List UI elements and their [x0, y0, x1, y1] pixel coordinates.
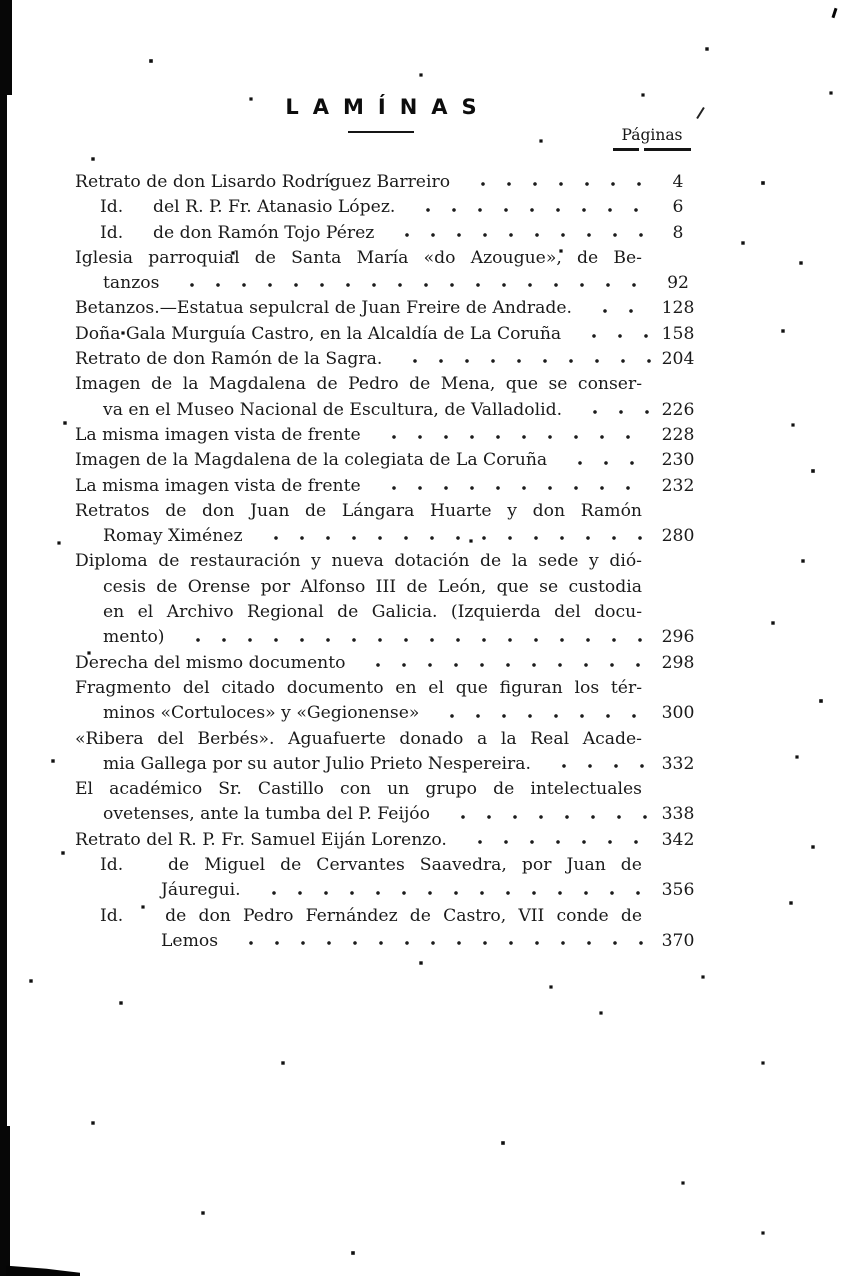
toc-row: [0, 195, 850, 220]
toc-row: [0, 499, 642, 524]
leader-dots: [571, 322, 652, 347]
toc-row: [0, 246, 642, 271]
toc-row-text: Doña Gala Murguía Castro, en la Alcaldía de La Coruña: [75, 323, 562, 344]
leader-dots: [228, 929, 652, 954]
title-rule: [348, 131, 414, 133]
toc-row: [0, 651, 850, 676]
toc-row-prefix: Id.: [100, 905, 124, 926]
toc-row-page-number: 332: [661, 753, 695, 774]
toc-row: [0, 600, 642, 625]
toc-row: [0, 448, 850, 473]
toc-row-text: Retrato de don Ramón de la Sagra.: [75, 349, 383, 370]
leader-dots: [557, 448, 652, 473]
toc-row-text: Imagen de la Magdalena de la colegiata de La Coruña: [75, 450, 548, 471]
toc-row-page-number: 232: [661, 475, 695, 496]
leader-dots: [429, 701, 652, 726]
leader-dots: [405, 195, 652, 220]
laminas-list: [0, 170, 850, 954]
toc-row-text: La misma imagen vista de frente: [75, 475, 361, 496]
toc-row: [0, 549, 642, 574]
toc-row-text: «Ribera del Berbés». Aguafuerte donado a la Real Acade-: [75, 728, 642, 749]
toc-row-text: Romay Ximénez: [103, 526, 243, 547]
leader-dots: [572, 398, 652, 423]
toc-row: [0, 423, 850, 448]
toc-row-text: Iglesia parroquial de Santa María «do Azougue», de Be-: [75, 247, 642, 268]
leader-dots: [384, 221, 652, 246]
toc-row-prefix: Id.: [100, 197, 124, 218]
toc-row: [0, 170, 850, 195]
toc-row-text: Retrato del R. P. Fr. Samuel Eiján Lorenzo.: [75, 829, 447, 850]
toc-row-page-number: 92: [667, 273, 689, 294]
leader-dots: [371, 474, 652, 499]
toc-row-text: Retrato de don Lisardo Rodríguez Barreiro: [75, 172, 451, 192]
toc-row-page-number: 298: [661, 652, 695, 673]
toc-row: [0, 727, 642, 752]
leader-dots: [392, 347, 652, 372]
leader-dots: [251, 878, 652, 903]
toc-row: [0, 474, 850, 499]
toc-row-text: de don Ramón Tojo Pérez: [153, 222, 375, 243]
toc-row-text: Jáuregui.: [161, 880, 241, 901]
toc-row-page-number: 370: [661, 930, 695, 951]
leader-dots: [169, 271, 652, 296]
toc-row: [0, 625, 850, 650]
toc-row: [0, 322, 850, 347]
toc-row-page-number: 158: [661, 323, 695, 344]
toc-row-page-number: 228: [661, 424, 695, 445]
toc-row-text: minos «Cortuloces» y «Gegionense»: [103, 703, 420, 724]
toc-row-text: Betanzos.—Estatua sepulcral de Juan Freire de Andrade.: [75, 298, 572, 319]
pages-header-rule: [613, 148, 691, 151]
toc-row: [0, 524, 850, 549]
leader-dots: [253, 524, 652, 549]
toc-row-text: mento): [103, 627, 165, 648]
toc-row: [0, 221, 850, 246]
toc-row-page-number: 300: [661, 703, 695, 724]
leader-dots: [541, 752, 652, 777]
toc-row: [0, 828, 850, 853]
leader-dots: [457, 828, 652, 853]
toc-row-page-number: 128: [661, 298, 695, 319]
leader-dots: [355, 651, 652, 676]
toc-row-text: La misma imagen vista de frente: [75, 424, 361, 445]
toc-row: [0, 777, 642, 802]
toc-row-text: del R. P. Fr. Atanasio López.: [153, 197, 396, 218]
toc-row: [0, 853, 642, 878]
toc-row-text: ovetenses, ante la tumba del P. Feijóo: [103, 804, 430, 825]
toc-row: [0, 929, 850, 954]
leader-dots: [460, 170, 652, 195]
scan-artifact-bottom-left: [6, 1260, 80, 1276]
toc-row-text: en el Archivo Regional de Galicia. (Izquierda del docu-: [103, 602, 642, 623]
toc-row-text: mia Gallega por su autor Julio Prieto Nespereira.: [103, 753, 531, 774]
leader-dots: [371, 423, 652, 448]
toc-row-prefix: Id.: [100, 222, 124, 243]
toc-row: [0, 676, 642, 701]
toc-row-page-number: 356: [661, 880, 695, 901]
toc-row-page-number: 342: [661, 829, 695, 850]
toc-row-prefix: Id.: [100, 855, 124, 876]
pages-column-header: [613, 126, 691, 151]
toc-row-text: Imagen de la Magdalena de Pedro de Mena, que se conser-: [75, 374, 642, 395]
toc-row-page-number: 296: [661, 627, 695, 648]
toc-row-text: de Miguel de Cervantes Saavedra, por Juan de: [168, 855, 642, 876]
toc-row-text: Derecha del mismo documento: [75, 652, 346, 673]
toc-row-text: El académico Sr. Castillo con un grupo de intelectuales: [75, 779, 642, 800]
toc-row: [0, 904, 642, 929]
toc-row: [0, 296, 850, 321]
toc-row: [0, 802, 850, 827]
toc-row-text: Fragmento del citado documento en el que figuran los tér-: [75, 677, 642, 698]
toc-row: [0, 347, 850, 372]
toc-row: [0, 271, 850, 296]
toc-row-page-number: 230: [661, 450, 695, 471]
toc-row-text: Diploma de restauración y nueva dotación de la sede y dió-: [75, 551, 642, 572]
toc-row: [0, 701, 850, 726]
leader-dots: [175, 625, 653, 650]
page-title: LAMÍNAS: [285, 95, 491, 119]
toc-row: [0, 398, 850, 423]
toc-row: [0, 575, 642, 600]
toc-row: [0, 372, 642, 397]
toc-row-text: va en el Museo Nacional de Escultura, de Valladolid.: [103, 399, 563, 420]
toc-row-page-number: 8: [672, 222, 684, 243]
toc-row-text: cesis de Orense por Alfonso III de León, que se custodia: [103, 576, 642, 597]
toc-row: [0, 752, 850, 777]
toc-row-page-number: 226: [661, 399, 695, 420]
pages-column-header-label: Páginas: [621, 126, 683, 144]
toc-row-text: tanzos: [103, 273, 160, 294]
scan-artifact-top-right: [832, 8, 838, 18]
toc-row-text: Lemos: [161, 930, 219, 951]
scan-noise-specks: [0, 0, 2, 2]
toc-row-page-number: 6: [672, 197, 684, 218]
toc-row-page-number: 338: [661, 804, 695, 825]
toc-row-page-number: 280: [661, 526, 695, 547]
toc-row: [0, 878, 850, 903]
toc-row-text: de don Pedro Fernández de Castro, VII conde de: [165, 905, 643, 926]
leader-dots: [440, 802, 652, 827]
toc-row-page-number: 4: [672, 172, 684, 192]
leader-dots: [582, 296, 652, 321]
toc-row-page-number: 204: [661, 349, 695, 370]
toc-row-text: Retratos de don Juan de Lángara Huarte y don Ramón: [75, 500, 642, 521]
